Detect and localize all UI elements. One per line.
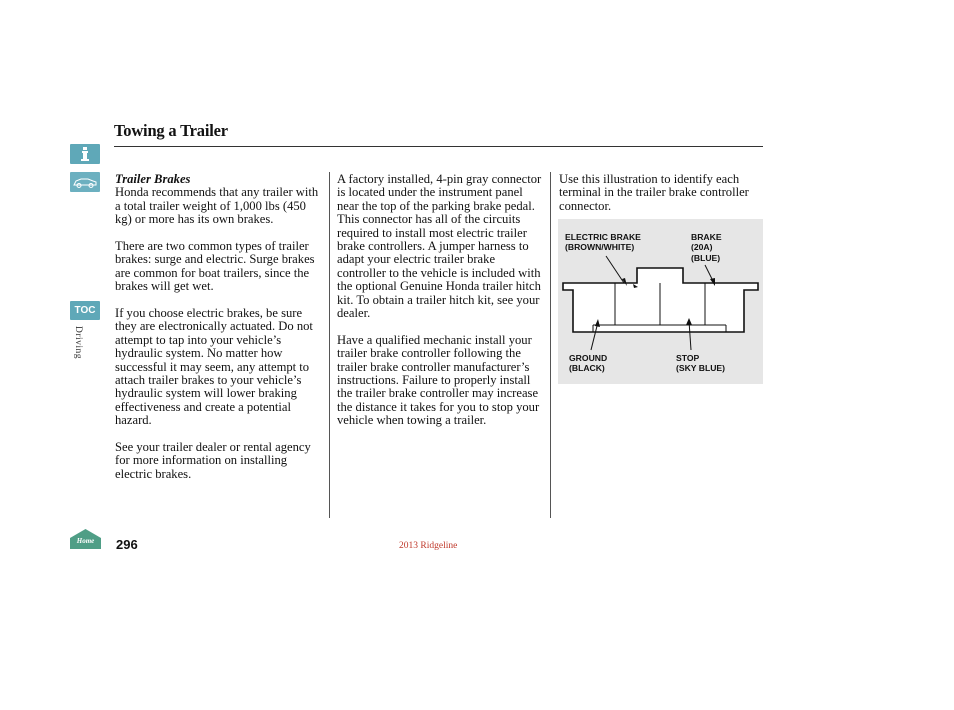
- column-2: [337, 173, 542, 441]
- page-title: Towing a Trailer: [114, 121, 228, 140]
- page-number: 296: [116, 537, 138, 552]
- paragraph: Honda recommends that any trailer with a total trailer weight of 1,000 lbs (450 kg) or more has its own brakes.: [115, 185, 319, 227]
- toc-button[interactable]: TOC: [70, 301, 100, 320]
- home-button[interactable]: [70, 529, 101, 549]
- section-subheading: Trailer Brakes: [115, 172, 191, 186]
- vehicle-tab[interactable]: [70, 172, 100, 192]
- connector-diagram: [558, 219, 763, 384]
- column-divider: [550, 172, 551, 518]
- electric-brake-label: ELECTRIC BRAKE (BROWN/WHITE): [565, 232, 641, 253]
- ground-label: GROUND (BLACK): [569, 353, 608, 374]
- section-label: Driving: [73, 326, 83, 360]
- car-icon: [70, 172, 100, 192]
- brake-label: BRAKE (20A) (BLUE): [691, 232, 722, 263]
- home-label: Home: [76, 537, 95, 545]
- title-rule: [114, 146, 763, 147]
- info-icon: [70, 144, 100, 164]
- paragraph: A factory installed, 4-pin gray connector is located under the instrument panel near the top of the parking brake pedal. This connector has all of the circuits required to install most electric trailer brake controllers. A jumper harness to adapt your electric trailer brake controller to the vehicle is included with the optional Genuine Honda trailer hitch kit. To obtain a trailer hitch kit, see your dealer.: [337, 172, 542, 321]
- column-divider: [329, 172, 330, 518]
- paragraph: Have a qualified mechanic install your trailer brake controller following the trailer brake controller manufacturer’s instructions. Failure to properly install the trailer brake controller may increase the distance it takes for you to stop your vehicle when towing a trailer.: [337, 332, 540, 428]
- paragraph: Use this illustration to identify each terminal in the trailer brake controller connector.: [559, 172, 749, 213]
- stop-label: STOP (SKY BLUE): [676, 353, 726, 374]
- paragraph: There are two common types of trailer brakes: surge and electric. Surge brakes are common for boat trailers, since the brakes will get wet.: [115, 239, 315, 294]
- paragraph: If you choose electric brakes, be sure they are electronically actuated. Do not attempt to tap into your vehicle’s hydraulic system. No matter how successful it may seem, any attempt to attach trailer brakes to your vehicle’s hydraulic system will lower braking effectiveness and create a potential hazard.: [115, 306, 313, 428]
- info-tab[interactable]: [70, 144, 100, 164]
- paragraph: See your trailer dealer or rental agency for more information on installing electric brakes.: [115, 440, 311, 481]
- footer-model: 2013 Ridgeline: [399, 541, 458, 551]
- column-1: [115, 173, 325, 495]
